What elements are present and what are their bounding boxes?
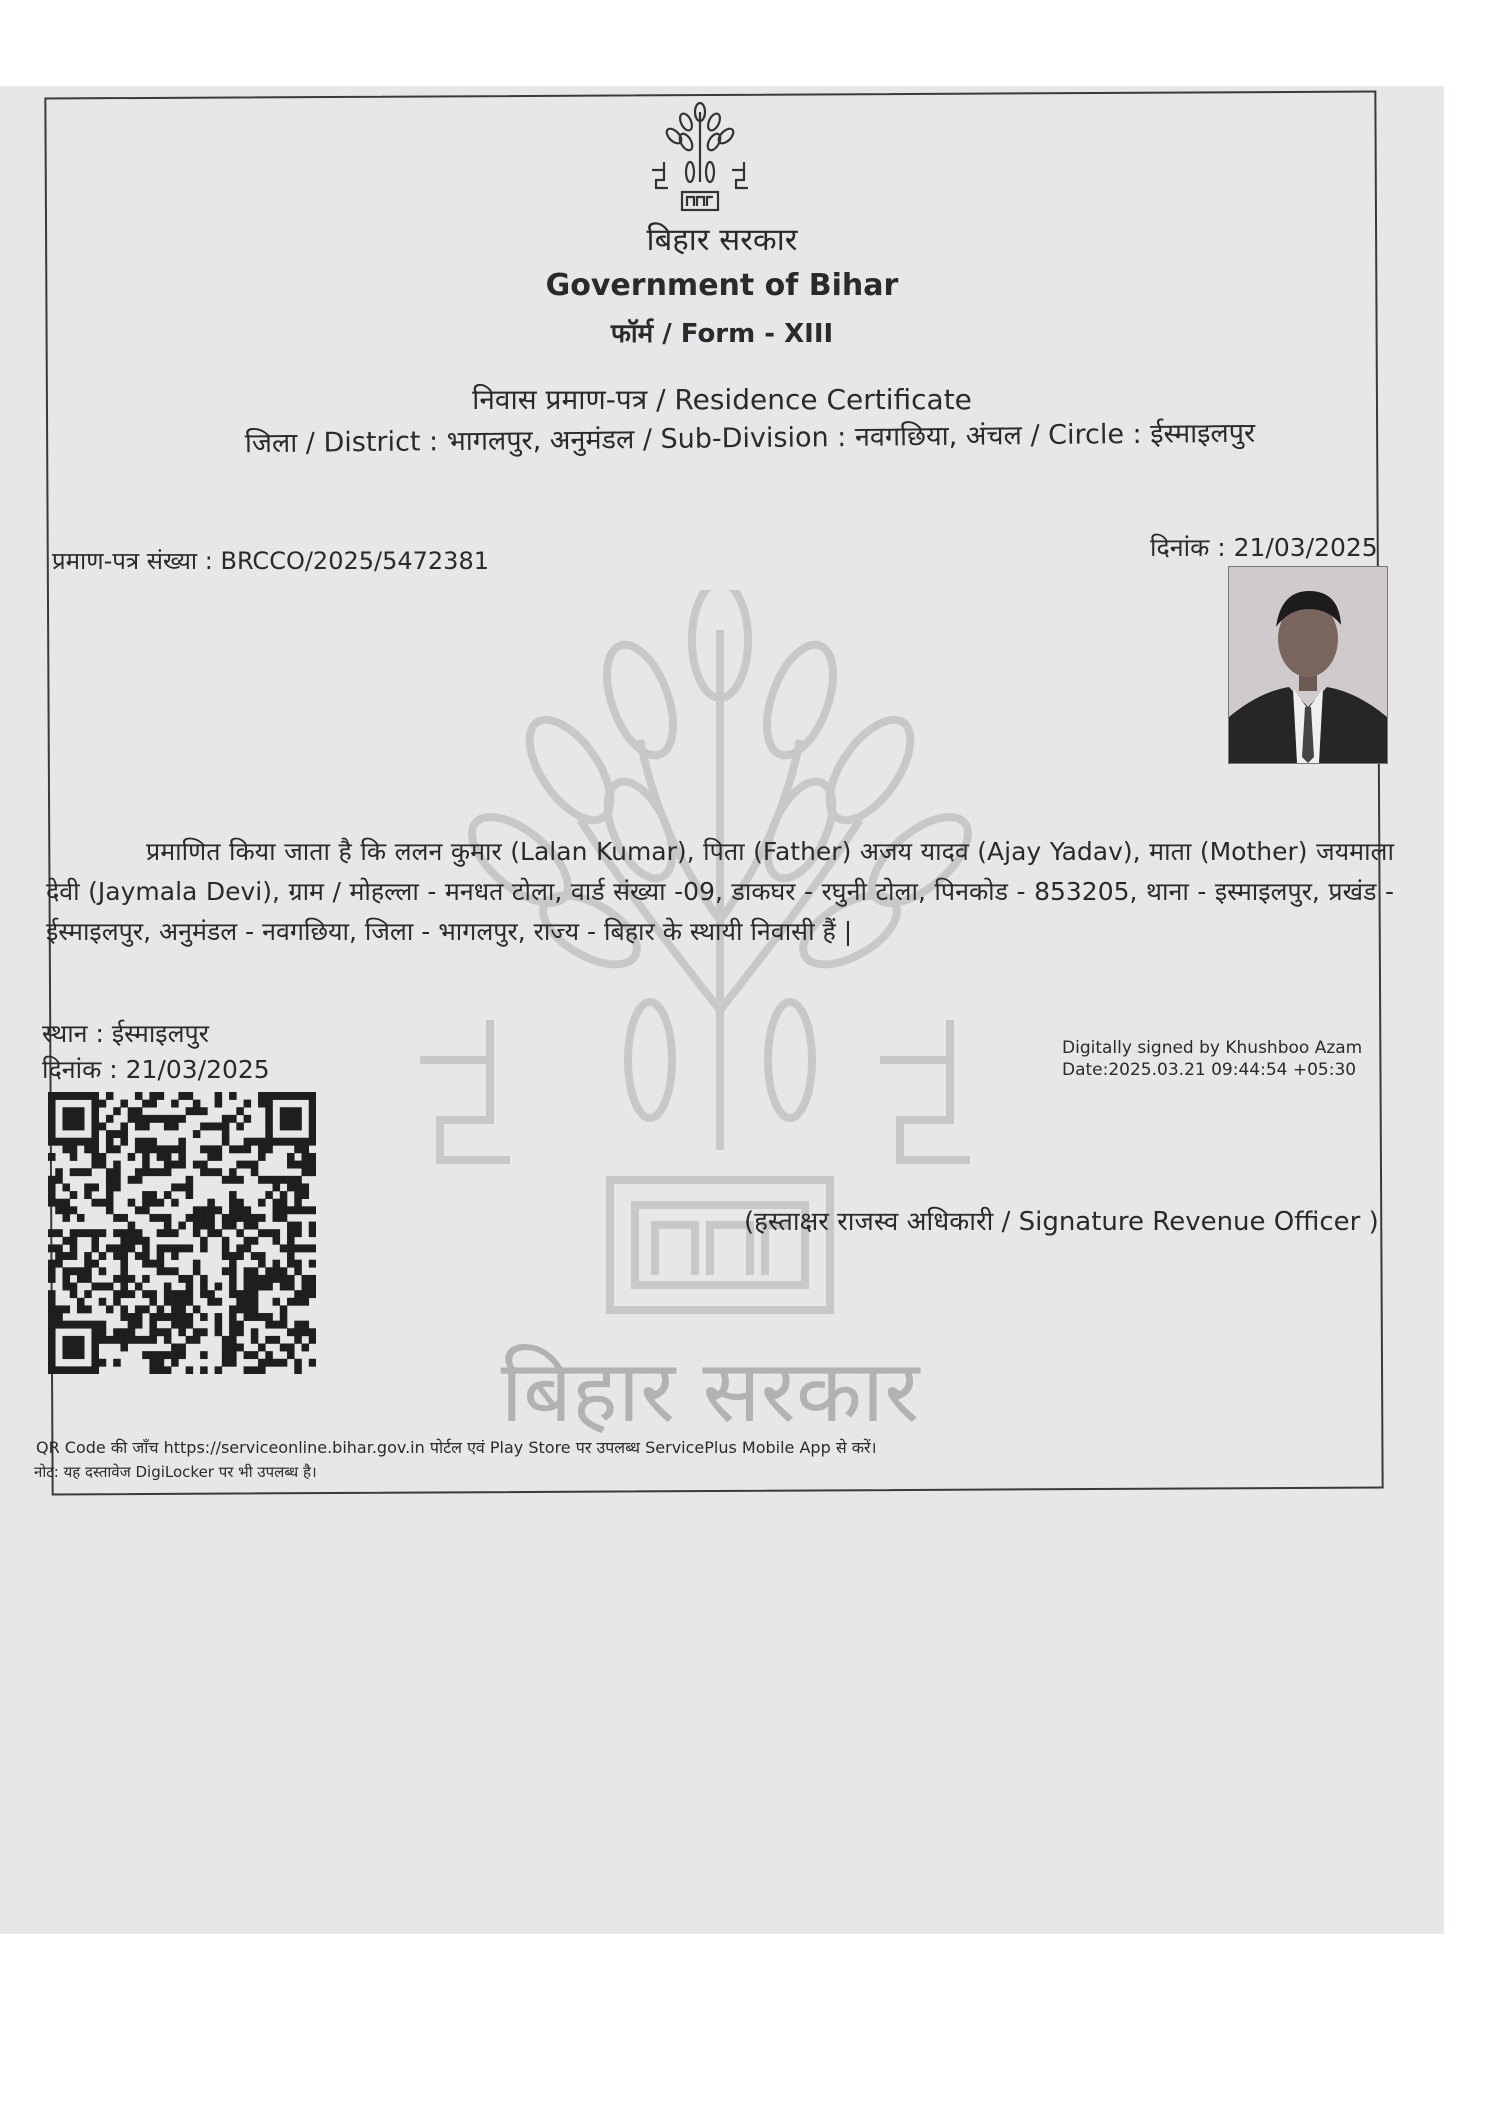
qr-code[interactable] [48,1092,316,1374]
applicant-photo [1228,566,1388,764]
certificate-title: निवास प्रमाण-पत्र / Residence Certificate [472,383,972,416]
form-number: फॉर्म / Form - XIII [610,319,834,349]
qr-verification-note: QR Code की जाँच https://serviceonline.bihar.gov.in पोर्टल एवं Play Store पर उपलब्ध ServicePlus Mobile App से करें। [36,1438,877,1457]
issue-date: दिनांक : 21/03/2025 [1150,533,1378,562]
jurisdiction-line: जिला / District : भागलपुर, अनुमंडल / Sub-Division : नवगछिया, अंचल / Circle : ईस्माइलपुर [244,417,1256,460]
digilocker-note: नोट: यह दस्तावेज DigiLocker पर भी उपलब्ध है। [34,1463,317,1481]
gov-title-hindi: बिहार सरकार [646,222,798,258]
gov-title-english: Government of Bihar [545,268,899,303]
digital-signature-name: Digitally signed by Khushboo Azam [1062,1038,1363,1058]
signature-label: (हस्ताक्षर राजस्व अधिकारी / Signature Revenue Officer ) [744,1207,1379,1237]
watermark-text: बिहार सरकार [500,1342,920,1442]
digital-signature-date: Date:2025.03.21 09:44:54 +05:30 [1062,1060,1357,1080]
certificate-number: प्रमाण-पत्र संख्या : BRCCO/2025/5472381 [52,547,489,575]
place-of-issue: स्थान : ईस्माइलपुर [42,1019,209,1048]
footer-date: दिनांक : 21/03/2025 [42,1055,270,1084]
bihar-emblem-logo [644,102,756,214]
certificate-body: प्रमाणित किया जाता है कि ललन कुमार (Lalan Kumar), पिता (Father) अजय यादव (Ajay Yadav), माता (Mother) जयमाला देवी (Jaymala Devi), ग्राम / मोहल्ला - मनधत टोला, वार्ड संख्या -09, डाकघर - रघुनी टोला, पिनकोड - 853205, थाना - इस्माइलपुर, प्रखंड - ईस्माइलपुर, अनुमंडल - नवगछिया, जिला - भागलपुर, राज्य - बिहार के स्थायी निवासी हैं | [46,837,1394,946]
